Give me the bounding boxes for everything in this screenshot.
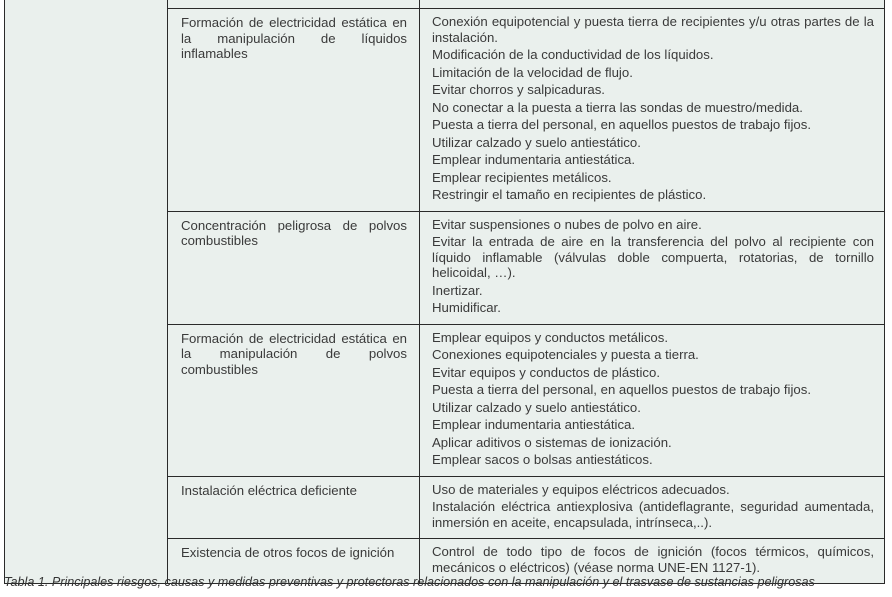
measures-cell	[420, 325, 884, 476]
measure-item: Puesta a tierra del personal, en aquellos puestos de trabajo fijos.	[432, 117, 812, 132]
measure-item: Restringir el tamaño en recipientes de plástico.	[432, 187, 707, 202]
measure-item: Conexión equipotencial y puesta tierra de recipientes y/u otras partes de la instalación.	[432, 14, 874, 45]
cause-cell: Formación de electricidad estática en la manipulación de líquidos inflamables	[168, 9, 420, 211]
measure-item: Evitar la entrada de aire en la transferencia del polvo al recipiente con líquido inflamable (válvulas doble compuerta, rotatorias, de tornillo helicoidal, …).	[432, 234, 874, 280]
measure-item: Emplear indumentaria antiestática.	[432, 152, 636, 167]
measures-cell	[420, 477, 884, 539]
table-row	[168, 8, 884, 211]
risk-category-cell	[5, 0, 168, 583]
measure-item: Evitar chorros y salpicaduras.	[432, 82, 605, 97]
risk-table	[4, 0, 885, 584]
measure-item: Puesta a tierra del personal, en aquellos puestos de trabajo fijos.	[432, 382, 812, 397]
measure-item: Aplicar aditivos o sistemas de ionización.	[432, 434, 672, 450]
cause-cell: Formación de electricidad estática en la manipulación de polvos combustibles	[168, 325, 420, 476]
measure-item: Limitación de la velocidad de flujo.	[432, 64, 633, 80]
cause-cell: Concentración peligrosa de polvos combustibles	[168, 212, 420, 324]
cause-cell: Existencia de otros focos de ignición	[168, 539, 420, 583]
measures-cell	[420, 9, 884, 211]
measure-item: Utilizar calzado y suelo antiestático.	[432, 399, 641, 415]
measure-item: Humidificar.	[432, 300, 501, 315]
measure-item: Emplear equipos y conductos metálicos.	[432, 329, 669, 345]
table-caption: Tabla 1. Principales riesgos, causas y medidas preventivas y protectoras relacionados con la manipulación y el trasvase de sustancias peligrosas	[4, 575, 815, 589]
measure-item: Conexiones equipotenciales y puesta a tierra.	[432, 347, 699, 362]
measure-item: No conectar a la puesta a tierra las sondas de muestro/medida.	[432, 99, 803, 115]
table-row	[168, 476, 884, 539]
measure-item: Instalación eléctrica antiexplosiva (antideflagrante, seguridad aumentada, inmersión en aceite, encapsulada, intrínseca,..).	[432, 499, 874, 530]
measure-item: Emplear sacos o bolsas antiestáticos.	[432, 452, 653, 467]
measure-item: Modificación de la conductividad de los líquidos.	[432, 47, 714, 62]
measures-cell	[420, 212, 884, 324]
measure-item: Emplear recipientes metálicos.	[432, 169, 612, 185]
table-row	[168, 211, 884, 324]
measure-item: Control de todo tipo de focos de ignición (focos térmicos, químicos, mecánicos o eléctricos) (véase norma UNE-EN 1127-1).	[432, 544, 874, 575]
measure-item: Utilizar calzado y suelo antiestático.	[432, 134, 641, 150]
measure-item: Inertizar.	[432, 282, 483, 298]
measure-item: Evitar suspensiones o nubes de polvo en aire.	[432, 216, 702, 232]
measure-item: Evitar equipos y conductos de plástico.	[432, 364, 660, 380]
measure-item: Uso de materiales y equipos eléctricos adecuados.	[432, 481, 730, 497]
measure-item: Emplear indumentaria antiestática.	[432, 417, 636, 432]
cropped-previous-row	[168, 0, 884, 8]
table-body	[168, 0, 884, 583]
table-row	[168, 324, 884, 476]
cause-cell: Instalación eléctrica deficiente	[168, 477, 420, 539]
